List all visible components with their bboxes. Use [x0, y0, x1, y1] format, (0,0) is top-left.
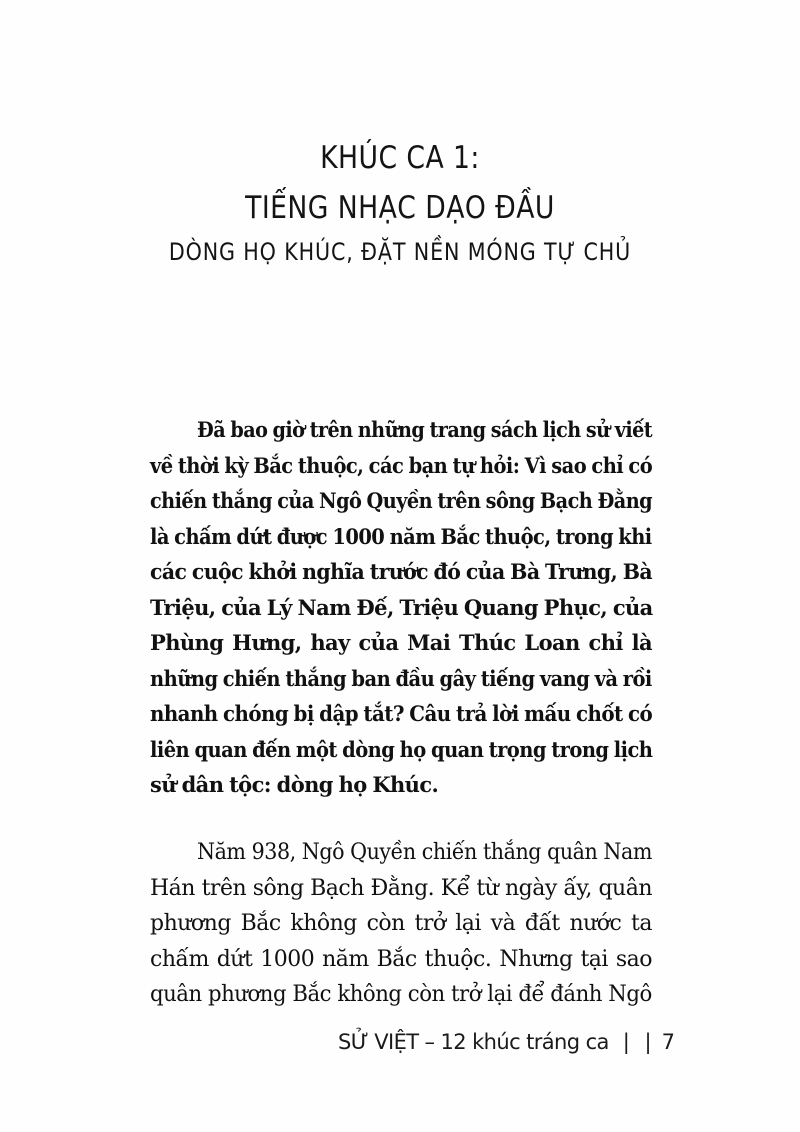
chapter-title-line-1: KHÚC CA 1: — [320, 140, 480, 176]
running-title: SỬ VIỆT – 12 khúc tráng ca — [338, 1030, 609, 1054]
text-line: Đã bao giờ trên những trang sách lịch sử viết — [197, 417, 653, 442]
text-line: Phùng Hưng, hay của Mai Thúc Loan chỉ là — [150, 630, 652, 655]
text-line: phương Bắc không còn trở lại và đất nước ta — [150, 911, 652, 936]
footer-separator: | | — [622, 1030, 656, 1054]
text-line: liên quan đến một dòng họ quan trọng trong lịch — [150, 736, 653, 762]
text-line: chiến thắng của Ngô Quyền trên sông Bạch Đằng — [150, 488, 653, 513]
body-paragraph — [150, 835, 652, 1013]
text-line: Hán trên sông Bạch Đằng. Kể từ ngày ấy, quân — [150, 875, 652, 901]
text-line: Năm 938, Ngô Quyền chiến thắng quân Nam — [197, 840, 652, 865]
text-line: những chiến thắng ban đầu gây tiếng vang và rồi — [150, 665, 652, 691]
text-line: các cuộc khởi nghĩa trước đó của Bà Trưng, Bà — [150, 559, 653, 584]
page-number: 7 — [661, 1030, 675, 1054]
text-line: quân phương Bắc không còn trở lại để đánh Ngô — [150, 982, 652, 1007]
text-line: về thời kỳ Bắc thuộc, các bạn tự hỏi: Vì sao chỉ có — [150, 452, 653, 478]
text-line: là chấm dứt được 1000 năm Bắc thuộc, trong khi — [150, 523, 652, 549]
text-line: chấm dứt 1000 năm Bắc thuộc. Nhưng tại sao — [150, 946, 652, 972]
chapter-title-line-2: TIẾNG NHẠC DẠO ĐẦU — [245, 190, 555, 226]
chapter-subtitle: DÒNG HỌ KHÚC, ĐẶT NỀN MÓNG TỰ CHỦ — [168, 238, 632, 266]
text-line: nhanh chóng bị dập tắt? Câu trả lời mấu chốt có — [150, 701, 653, 726]
intro-paragraph — [150, 412, 652, 803]
text-line: sử dân tộc: dòng họ Khúc. — [150, 772, 439, 797]
page-footer — [338, 1030, 675, 1054]
text-line: Triệu, của Lý Nam Đế, Triệu Quang Phục, của — [150, 594, 653, 620]
